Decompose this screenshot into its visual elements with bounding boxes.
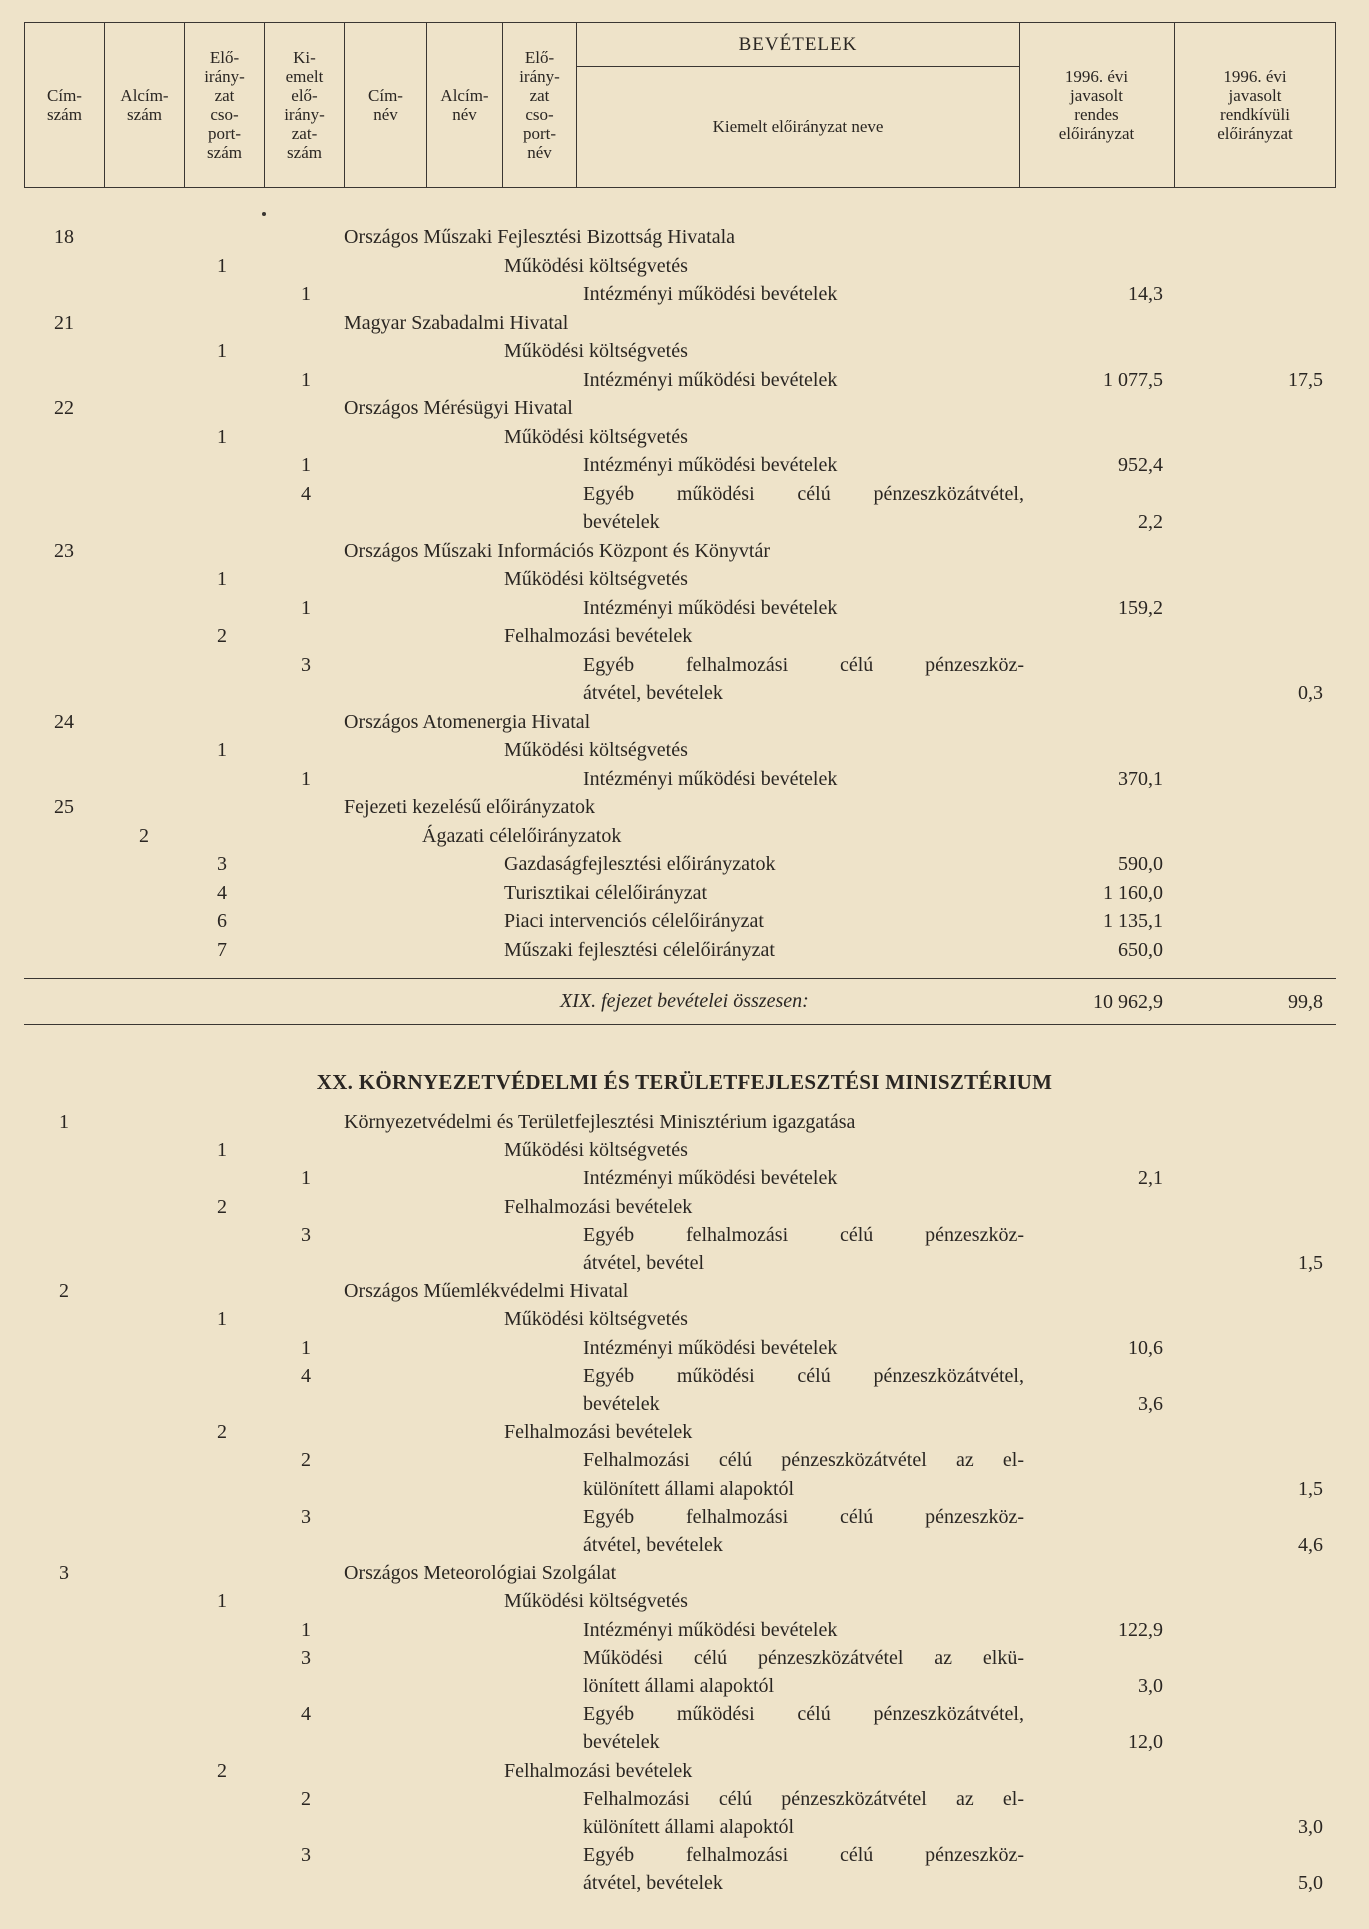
- kiemelt-szam: 3: [301, 1223, 311, 1246]
- kiemelt-szam: 1: [301, 1336, 311, 1359]
- header-kiemelt-nev: Kiemelt előirányzat neve: [712, 117, 884, 136]
- row-label: Turisztikai célelőirányzat: [504, 881, 708, 904]
- kiemelt-szam: 1: [301, 283, 311, 305]
- row-label: Működési költségvetés: [504, 425, 688, 448]
- row-label: átvétel, bevételek: [583, 1534, 723, 1556]
- row-label: különített állami alapoktól: [583, 1816, 795, 1838]
- rendkivuli-value: 3,0: [1298, 1816, 1323, 1838]
- rendes-value: 2,1: [1138, 1167, 1163, 1190]
- row-label: különített állami alapoktól: [583, 1477, 795, 1500]
- row-label: bevételek: [583, 1393, 660, 1415]
- rendes-value: 2,2: [1138, 511, 1163, 533]
- row-label: Intézményi működési bevételek: [583, 1336, 838, 1359]
- row-label: Felhalmozási bevételek: [504, 1421, 693, 1444]
- row-label: Intézményi működési bevételek: [583, 596, 838, 619]
- row-label: Egyéb felhalmozási célú pénzeszköz-: [583, 1505, 1024, 1528]
- rendes-value: 650,0: [1118, 938, 1163, 961]
- csoport-szam: 2: [217, 1195, 227, 1218]
- csoport-szam: 7: [217, 938, 227, 961]
- cim-szam: 18: [54, 226, 74, 248]
- row-label: lönített állami alapoktól: [583, 1675, 775, 1697]
- rendes-value: 122,9: [1118, 1618, 1163, 1641]
- rendes-value: 3,6: [1138, 1393, 1163, 1415]
- header-csop-nev-label: Elő- irány- zat cso- port- név: [519, 48, 560, 162]
- cim-szam: 3: [59, 1562, 69, 1585]
- csoport-szam: 6: [217, 910, 227, 932]
- kiemelt-szam: 1: [301, 454, 311, 476]
- csoport-szam: 4: [217, 881, 227, 904]
- rendes-value: 370,1: [1118, 767, 1163, 790]
- csoport-szam: 1: [217, 425, 227, 448]
- row-label: Magyar Szabadalmi Hivatal: [344, 311, 569, 334]
- table-header: [24, 22, 1336, 188]
- rendes-value: 1 160,0: [1103, 881, 1163, 904]
- total-rule-top: [24, 978, 1336, 979]
- row-label: Felhalmozási bevételek: [504, 1195, 693, 1218]
- row-label: Országos Atomenergia Hivatal: [344, 710, 591, 733]
- kiemelt-szam: 2: [301, 1449, 311, 1472]
- csoport-szam: 1: [217, 340, 227, 362]
- header-cim-nev: [345, 23, 427, 187]
- row-label: Intézményi működési bevételek: [583, 368, 838, 391]
- rendkivuli-value: 1,5: [1298, 1477, 1323, 1500]
- rendes-value: 12,0: [1128, 1731, 1163, 1754]
- kiemelt-szam: 1: [301, 767, 311, 790]
- header-rendes-label: 1996. évi javasolt rendes előirányzat: [1058, 67, 1135, 143]
- section-title: XX. KÖRNYEZETVÉDELMI ÉS TERÜLETFEJLESZTÉSI MINISZTÉRIUM: [316, 1070, 1053, 1094]
- alcim-szam: 2: [139, 824, 149, 847]
- kiemelt-szam: 1: [301, 1167, 311, 1190]
- row-label: Egyéb felhalmozási célú pénzeszköz-: [583, 1844, 1024, 1867]
- row-label: Felhalmozási célú pénzeszközátvétel az el-: [583, 1787, 1024, 1810]
- header-alcim-szam-label: Alcím- szám: [120, 86, 169, 124]
- total-rendes: 10 962,9: [1093, 991, 1163, 1013]
- row-label: Működési célú pénzeszközátvétel az elkü-: [583, 1646, 1024, 1669]
- csoport-szam: 1: [217, 739, 227, 761]
- csoport-szam: 2: [217, 625, 227, 647]
- kiemelt-szam: 2: [301, 1787, 311, 1810]
- header-cim-szam-label: Cím- szám: [47, 86, 82, 124]
- row-label: bevételek: [583, 1731, 660, 1754]
- print-speck: [262, 212, 266, 216]
- row-label: Felhalmozási bevételek: [504, 1759, 693, 1782]
- cim-szam: 21: [54, 311, 74, 334]
- csoport-szam: 1: [217, 1590, 227, 1613]
- kiemelt-szam: 4: [301, 1703, 311, 1726]
- cim-szam: 1: [59, 1111, 69, 1133]
- row-label: átvétel, bevétel: [583, 1252, 705, 1274]
- kiemelt-szam: 3: [301, 653, 311, 676]
- cim-szam: 24: [54, 710, 74, 733]
- header-cim-nev-label: Cím- név: [368, 86, 403, 124]
- rendes-value: 952,4: [1118, 454, 1163, 476]
- row-label: Működési költségvetés: [504, 254, 688, 277]
- row-label: Intézményi működési bevételek: [583, 1618, 838, 1641]
- row-label: Működési költségvetés: [504, 568, 688, 590]
- csoport-szam: 1: [217, 568, 227, 590]
- row-label: Intézményi működési bevételek: [583, 767, 838, 790]
- header-bevetelek: BEVÉTELEK: [577, 23, 1019, 67]
- rendkivuli-value: 4,6: [1298, 1534, 1323, 1556]
- row-label: Felhalmozási célú pénzeszközátvétel az el-: [583, 1449, 1024, 1472]
- cim-szam: 25: [54, 796, 74, 818]
- total-rule-bottom: [24, 1024, 1336, 1025]
- row-label: Környezetvédelmi és Területfejlesztési Minisztérium igazgatása: [344, 1111, 856, 1133]
- row-label: átvétel, bevételek: [583, 1872, 723, 1895]
- row-label: Műszaki fejlesztési célelőirányzat: [504, 938, 775, 961]
- cim-szam: 23: [54, 539, 74, 562]
- row-label: Piaci intervenciós célelőirányzat: [504, 910, 764, 932]
- cim-szam: 2: [59, 1280, 69, 1303]
- header-alcim-nev-label: Alcím- név: [440, 86, 489, 124]
- header-alcim-nev: [427, 23, 503, 187]
- header-kiemelt-szam-label: Ki- emelt elő- irány- zat- szám: [284, 48, 325, 162]
- rendes-value: 590,0: [1118, 853, 1163, 875]
- kiemelt-szam: 3: [301, 1646, 311, 1669]
- csoport-szam: 1: [217, 1139, 227, 1162]
- row-label: Felhalmozási bevételek: [504, 625, 693, 647]
- header-kiemelt-szam: [265, 23, 345, 187]
- header-rendkivuli-label: 1996. évi javasolt rendkívüli előirányzat: [1217, 67, 1293, 143]
- header-cim-szam: [25, 23, 105, 187]
- row-label: Működési költségvetés: [504, 1139, 688, 1162]
- kiemelt-szam: 3: [301, 1505, 311, 1528]
- row-label: Működési költségvetés: [504, 1590, 688, 1613]
- row-label: Egyéb felhalmozási célú pénzeszköz-: [583, 1223, 1024, 1246]
- row-label: Országos Műszaki Információs Központ és Könyvtár: [344, 539, 771, 562]
- kiemelt-szam: 1: [301, 1618, 311, 1641]
- row-label: Intézményi működési bevételek: [583, 283, 838, 305]
- rendkivuli-value: 1,5: [1298, 1252, 1323, 1274]
- row-label: Országos Műemlékvédelmi Hivatal: [344, 1280, 629, 1303]
- row-label: Egyéb működési célú pénzeszközátvétel,: [583, 1703, 1024, 1726]
- row-label: Országos Mérésügyi Hivatal: [344, 397, 573, 419]
- rendes-value: 10,6: [1128, 1336, 1163, 1359]
- header-rendkivuli: [1175, 23, 1335, 187]
- row-label: Ágazati célelőirányzatok: [422, 824, 622, 847]
- kiemelt-szam: 4: [301, 1364, 311, 1387]
- row-label: Egyéb működési célú pénzeszközátvétel,: [583, 482, 1024, 505]
- rendkivuli-value: 17,5: [1288, 368, 1323, 391]
- header-csop-szam-label: Elő- irány- zat cso- port- szám: [204, 48, 245, 162]
- rendes-value: 1 135,1: [1103, 910, 1163, 932]
- kiemelt-szam: 4: [301, 482, 311, 505]
- rendes-value: 14,3: [1128, 283, 1163, 305]
- kiemelt-szam: 1: [301, 368, 311, 391]
- row-label: Országos Műszaki Fejlesztési Bizottság Hivatala: [344, 226, 736, 248]
- row-label: Gazdaságfejlesztési előirányzatok: [504, 853, 776, 875]
- header-csop-nev: [503, 23, 577, 187]
- row-label: Intézményi működési bevételek: [583, 1167, 838, 1190]
- rendkivuli-value: 0,3: [1298, 682, 1323, 704]
- row-label: Intézményi működési bevételek: [583, 454, 838, 476]
- cim-szam: 22: [54, 397, 74, 419]
- total-rendkivuli: 99,8: [1288, 991, 1323, 1013]
- row-label: Országos Meteorológiai Szolgálat: [344, 1562, 617, 1585]
- csoport-szam: 1: [217, 254, 227, 277]
- row-label: Működési költségvetés: [504, 1308, 688, 1331]
- row-label: Egyéb működési célú pénzeszközátvétel,: [583, 1364, 1024, 1387]
- rendes-value: 3,0: [1138, 1675, 1163, 1697]
- header-csop-szam: [185, 23, 265, 187]
- total-label: XIX. fejezet bevételei összesen:: [560, 990, 809, 1012]
- kiemelt-szam: 3: [301, 1844, 311, 1867]
- row-label: bevételek: [583, 511, 660, 533]
- csoport-szam: 2: [217, 1759, 227, 1782]
- rendes-value: 1 077,5: [1103, 368, 1163, 391]
- csoport-szam: 3: [217, 853, 227, 875]
- csoport-szam: 1: [217, 1308, 227, 1331]
- row-label: Működési költségvetés: [504, 739, 688, 761]
- header-alcim-szam: [105, 23, 185, 187]
- csoport-szam: 2: [217, 1421, 227, 1444]
- rendes-value: 159,2: [1118, 596, 1163, 619]
- row-label: Működési költségvetés: [504, 340, 688, 362]
- header-rendes: [1019, 23, 1175, 187]
- row-label: Fejezeti kezelésű előirányzatok: [344, 796, 595, 818]
- row-label: átvétel, bevételek: [583, 682, 723, 704]
- row-label: Egyéb felhalmozási célú pénzeszköz-: [583, 653, 1024, 676]
- rendkivuli-value: 5,0: [1298, 1872, 1323, 1895]
- kiemelt-szam: 1: [301, 596, 311, 619]
